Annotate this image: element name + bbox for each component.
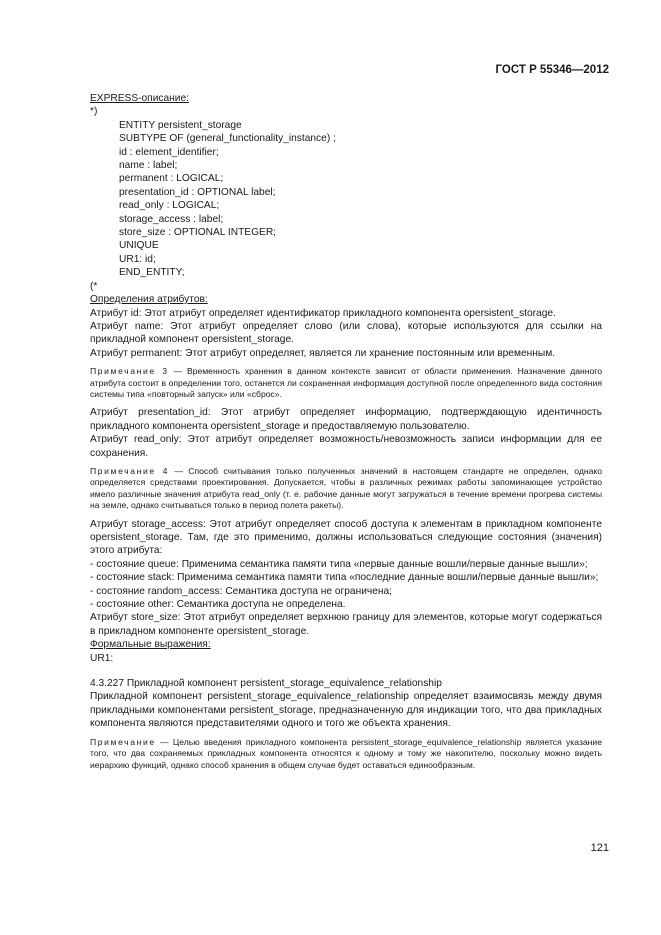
state-item: - состояние other: Семантика доступа не определена.	[90, 599, 346, 611]
note-3	[90, 366, 602, 400]
document-id: ГОСТ Р 55346—2012	[495, 64, 609, 76]
note-3-label: Примечание 3	[90, 366, 169, 377]
page-content	[90, 92, 602, 777]
section-body: Прикладной компонент persistent_storage_equivalence_relationship определяет взаимосвязь между двумя прикладными компонентами persistent_storage, предназначенную для индикации того, что два прикладных компонента являются представителями одного и того же объекта хранения.	[90, 691, 602, 730]
attr-presentation-id-paragraph: Атрибут presentation_id: Этот атрибут определяет информацию, подтверждающую идентичность прикладного компонента opersistent_storage и предоставляемую пользователю.	[90, 407, 602, 432]
section-note-text: — Целью введения прикладного компонента persistent_storage_equivalence_relationship является указание того, что два сохраняемых прикладных компонента относятся к одному и тому же накопителю, поскольку можно видеть иерархию функций, однако способ хранения в общем случае будет оставаться единообразным.	[90, 736, 602, 770]
attr-storage-access-paragraph: Атрибут storage_access: Этот атрибут определяет способ доступа к элементам в прикладном компоненте opersistent_storage. Там, где это применимо, должны использоваться следующие состояния (значения) этого атрибута:	[90, 518, 602, 557]
code-line: ENTITY persistent_storage	[119, 119, 242, 131]
page-number: 121	[590, 842, 609, 854]
state-item: - состояние random_access: Семантика доступа не ограничена;	[90, 585, 393, 597]
express-title: EXPRESS-описание:	[90, 93, 189, 104]
code-line: name : label;	[119, 160, 178, 172]
state-item: - состояние queue: Применима семантика памяти типа «первые данные вошли/первые данные вышли»;	[90, 558, 588, 570]
express-close: (*	[90, 280, 98, 292]
code-line: permanent : LOGICAL;	[119, 173, 224, 185]
code-line: UR1: id;	[119, 253, 156, 265]
note-3-text: — Временность хранения в данном контексте зависит от области применения. Назначение данного атрибута состоит в определении того, останется ли сохраненная информация доступной после определенного вида состояния системы типа «повторный запуск» или «сброс».	[90, 366, 602, 399]
code-line: END_ENTITY;	[119, 267, 185, 279]
state-item: - состояние stack: Применима семантика памяти типа «последние данные вошли/первые данные вышли»;	[90, 572, 599, 584]
code-line: read_only : LOGICAL;	[119, 200, 220, 212]
code-line: store_size : OPTIONAL INTEGER;	[119, 227, 277, 239]
code-line: id : element_identifier;	[119, 146, 219, 158]
section-note	[90, 737, 602, 771]
note-4-label: Примечание 4	[90, 465, 170, 476]
code-line: UNIQUE	[119, 240, 159, 252]
section-heading: 4.3.227 Прикладной компонент persistent_storage_equivalence_relationship	[90, 678, 442, 690]
code-line: SUBTYPE OF (general_functionality_instance) ;	[119, 133, 336, 145]
formal-ur1: UR1:	[90, 652, 114, 664]
express-open: *)	[90, 106, 98, 118]
attr-name-paragraph: Атрибут name: Этот атрибут определяет слово (или слова), которые используются для ссылки на прикладной компонент opersistent_storage.	[90, 320, 602, 346]
formal-title: Формальные выражения:	[90, 639, 211, 651]
express-code	[90, 119, 602, 280]
section-note-label: Примечание	[90, 736, 156, 747]
attr-store-size-paragraph: Атрибут store_size: Этот атрибут определяет верхнюю границу для элементов, которые могут содержаться в прикладном компоненте opersistent_storage.	[90, 612, 602, 637]
note-4	[90, 466, 602, 512]
attr-read-only-paragraph: Атрибут read_only: Этот атрибут определяет возможность/невозможность записи информации для ее сохранения.	[90, 434, 602, 459]
attr-permanent-paragraph: Атрибут permanent: Этот атрибут определяет, является ли хранение постоянным или временным.	[90, 347, 556, 359]
attr-id-paragraph: Атрибут id: Этот атрибут определяет идентификатор прикладного компонента opersistent_storage.	[90, 307, 556, 319]
attributes-title: Определения атрибутов:	[90, 294, 208, 306]
code-line: presentation_id : OPTIONAL label;	[119, 186, 276, 198]
note-4-text: — Способ считывания только полученных значений в настоящем стандарте не определен, однако определяется средствами проектирования. Допускается, чтобы в различных режимах работы запоминающее устройство имело различные значения атрибута read_only (т. е. рабочие данные могут загружаться в течение времени прогрева системы на земле, однако считываться только в период полета ракеты).	[90, 465, 603, 511]
code-line: storage_access : label;	[119, 213, 224, 225]
